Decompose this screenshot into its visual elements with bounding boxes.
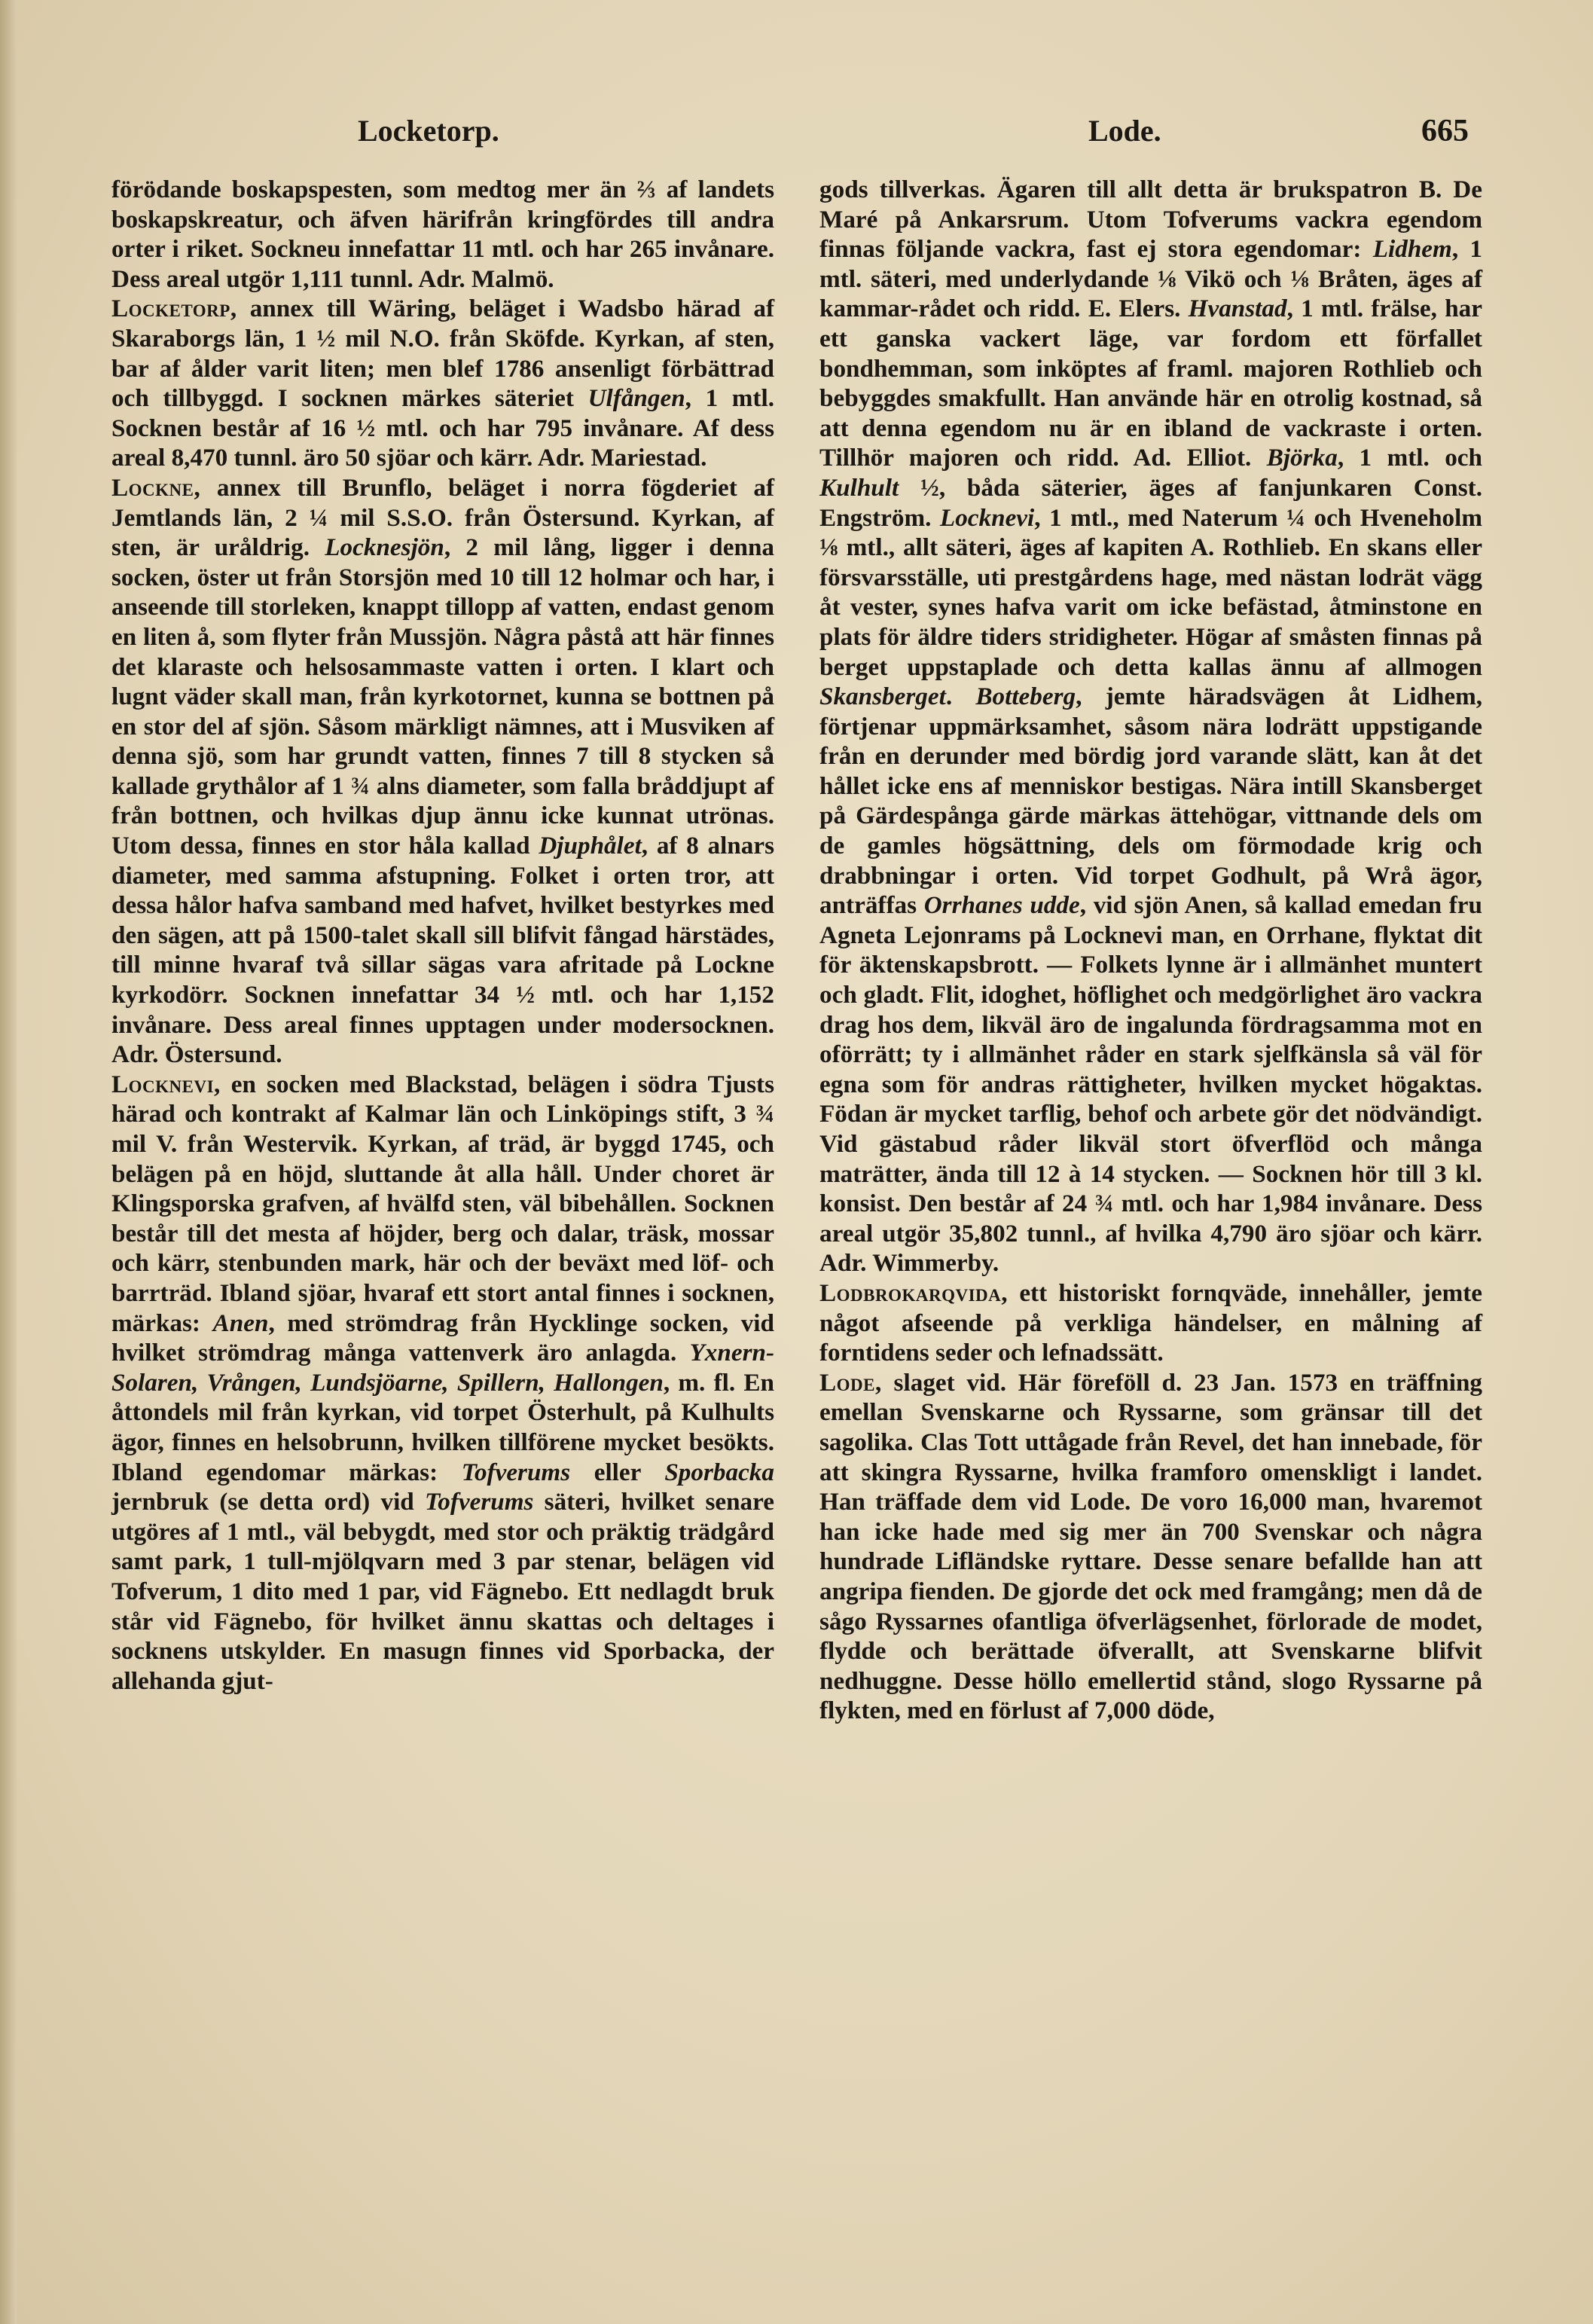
entry-text: , 1 mtl. frälse, har ett ganska vackert läge, var fordom ett förfallet bondhemman, som inköptes af framl. majoren Rothlieb och bebyggdes smakfullt. Han använde här en otrolig kostnad, så att denna egendom nu är en ibland de vackraste i orten. Tillhör majoren och ridd. Ad. Elliot. bbox=[819, 295, 1482, 472]
italic-name: Tofverums bbox=[425, 1488, 534, 1516]
entry-paragraph bbox=[819, 1278, 1482, 1368]
italic-name: Anen bbox=[212, 1309, 269, 1337]
italic-name: Tofverums bbox=[461, 1458, 571, 1486]
italic-name: Locknesjön bbox=[325, 533, 444, 562]
entry-text: förödande boskapspesten, som medtog mer än ⅔ af landets boskapskreatur, och äfven härifrån kringfördes till andra orter i riket. Sockneu innefattar 11 mtl. och har 265 invånare. Dess areal utgör 1,111 tunnl. Adr. Malmö. bbox=[111, 176, 774, 293]
italic-name: Botteberg bbox=[975, 683, 1076, 711]
entry-text: annex till Wäring, beläget i Wadsbo härad af Skaraborgs län, 1 ½ mil N.O. från Sköfde. Kyrkan, af sten, bar af ålder varit liten; men blef 1786 ansenligt förbättrad och tillbyggd. I socknen märkes säteriet bbox=[111, 295, 774, 413]
entry-text: ½, båda säterier, äges af fanjunkaren Const. Engström. bbox=[819, 473, 1482, 532]
entry-headword: Locknе, bbox=[111, 473, 201, 502]
entry-text: jernbruk (se detta ord) vid bbox=[111, 1488, 425, 1516]
right-text-column bbox=[819, 175, 1482, 2284]
entry-headword: Lode, bbox=[819, 1368, 882, 1397]
running-header-right: Lode. bbox=[1088, 114, 1161, 148]
entry-headword: Locketorp, bbox=[111, 295, 237, 323]
entry-text: säteri, hvilket senare utgöres af 1 mtl., väl bebygdt, med stor och präktig trädgård samt park, 1 tull-mjölqvarn med 3 par stenar, belägen vid Tofverum, 1 dito med 1 par, vid Fägnebo. Ett nedlagdt bruk står vid Fägnebo, för hvilket ännu skattas och deltages i socknens utskylder. En masugn finnes vid Sporbacka, der allehanda gjut- bbox=[111, 1488, 775, 1695]
italic-name: Lidhem bbox=[1372, 235, 1452, 264]
entry-text: , jemte häradsvägen åt Lidhem, förtjenar uppmärksamhet, såsom nära lodrätt uppstigande från en derunder med bördig jord varande slätt, kan åt det hållet icke ens af menniskor bestigas. Nära intill Skansberget på Gärdespånga gärde märkas ättehögar, vittnande dels om de gamles högsättning, dels om förmodade krig och drabbningar i orten. Vid torpet Godhult, på Wrå ägor, anträffas bbox=[819, 683, 1483, 920]
entry-text: . bbox=[945, 683, 976, 711]
entry-text: , 1 mtl. och bbox=[1337, 444, 1482, 472]
entry-text: , 1 mtl. Socknen består af 16 ½ mtl. och har 795 invånare. Af dess areal 8,470 tunnl. äro 50 sjöar och kärr. Adr. Mariestad. bbox=[111, 384, 775, 472]
italic-name: Sporbacka bbox=[664, 1458, 774, 1486]
italic-name: Kulhult bbox=[819, 473, 899, 502]
entry-text: en socken med Blackstad, belägen i södra Tjusts härad och kontrakt af Kalmar län och Linköpings stift, 3 ¾ mil V. från Westervik. Kyrkan, af träd, är byggd 1745, och belägen på en höjd, sluttande åt alla håll. Under choret är Klingsporska grafven, af hvälfd sten, väl bibehållen. Socknen består till det mesta af höjder, berg och dalar, träsk, mossar och kärr, stenbunden mark, här och der beväxt med löf- och barrträd. Ibland sjöar, hvaraf ett stort antal finnes i socknen, märkas: bbox=[111, 1070, 774, 1337]
italic-name: Skansberget bbox=[819, 683, 946, 711]
page-spine-edge bbox=[0, 0, 17, 2324]
entry-text: , 1 mtl. säteri, med underlydande ⅛ Vikö och ⅛ Bråten, äges af kammar-rådet och ridd. E. Elers. bbox=[819, 235, 1483, 323]
entry-paragraph bbox=[819, 1368, 1482, 1726]
page-number: 665 bbox=[1421, 114, 1469, 148]
entry-text: , 2 mil lång, ligger i denna socken, öster ut från Storsjön med 10 till 12 holmar och har, i anseende till storleken, knappt tillopp af vatten, endast genom en liten å, som flyter från Mussjön. Några påstå att här finnes det klaraste och helsosammaste vatten i orten. I klart och lugnt väder skall man, från kyrkotornet, kunna se bottnen på en stor del af sjön. Såsom märkligt nämnes, att i Musviken af denna sjö, som har grundt vatten, finnes 7 till 8 stycken så kallade grythålor af 1 ¾ alns diameter, som falla bråddjupt af från bottnen, och hvilkas djup ännu icke kunnat utrönas. Utom dessa, finnes en stor håla kallad bbox=[111, 533, 774, 860]
entry-text: gods tillverkas. Ägaren till allt detta är brukspatron B. De Maré på Ankarsrum. Utom Tofverums vackra egendom finnas följande vackra, fast ej stora egendomar: bbox=[819, 176, 1482, 264]
entry-paragraph bbox=[111, 175, 774, 294]
entry-paragraph bbox=[111, 1070, 774, 1696]
entry-text: , m. fl. En åttondels mil från kyrkan, vid torpet Österhult, på Kulhults ägor, finnes en helsobrunn, hvilken tillförene mycket besökts. Ibland egendomar märkas: bbox=[111, 1368, 774, 1486]
entry-text: eller bbox=[570, 1458, 665, 1486]
italic-name: Djuphålet bbox=[539, 832, 642, 860]
entry-text: , 1 mtl., med Naterum ¼ och Hveneholm ⅛ mtl., allt säteri, äges af kapiten A. Rothlieb. En skans eller försvarsställe, uti prestgårdens hage, med nästan lodrät vägg åt vester, synes hafva varit om icke befästad, åtminstone en plats för äldre tiders stridigheter. Högar af småsten finnas på berget uppstaplade och detta kallas ännu af allmogen bbox=[819, 503, 1483, 681]
italic-name: Orrhanes udde bbox=[923, 891, 1080, 920]
entry-paragraph bbox=[111, 294, 774, 473]
entry-text: , med strömdrag från Hycklinge socken, vid hvilket strömdrag många vattenverk äro anlagda. bbox=[111, 1309, 774, 1367]
entry-text: slaget vid. Här föreföll d. 23 Jan. 1573 en träffning emellan Svenskarne och Ryssarne, som gränsar till det sagolika. Clas Tott uttågade från Revel, det han innebade, för att skingra Ryssarne, hvilka framforo omenskligt i landet. Han träffade dem vid Lode. De voro 16,000 man, hvaremot han icke hade med sig mer än 700 Svenskar och några hundrade Lifländske ryttare. Desse senare befallde han att angripa fienden. De gjorde det ock med framgång; men då de sågo Ryssarnes ofantliga öfverlägsenhet, förlorade de modet, flydde och berättade öfverallt, att Svenskarne blifvit nedhuggne. Desse höllo emellertid stånd, slogo Ryssarne på flykten, med en förlust af 7,000 döde, bbox=[819, 1368, 1482, 1725]
running-header-left: Locketorp. bbox=[358, 114, 499, 148]
italic-name: Locknevi bbox=[939, 503, 1035, 532]
entry-headword: Locknevi, bbox=[111, 1070, 221, 1098]
entry-text: , af 8 alnars diameter, med samma afstupning. Folket i orten tror, att dessa hålor hafva samband med hafvet, hvilket bestyrkes med den sägen, att på 1500-talet skall sill blifvit fångad härstädes, till minne hvaraf två sillar sägas vara afritade på Lockne kyrkodörr. Socknen innefattar 34 ½ mtl. och har 1,152 invånare. Dess areal finnes upptagen under modersocknen. Adr. Östersund. bbox=[111, 832, 774, 1069]
entry-paragraph bbox=[819, 175, 1482, 1278]
entry-text: , vid sjön Anen, så kallad emedan fru Agneta Lejonrams på Locknevi man, en Orrhane, flyktat dit för äktenskapsbrott. — Folkets lynne är i allmänhet muntert och gladt. Flit, idoghet, höflighet och medgörlighet äro vackra drag hos dem, likväl äro de ingalunda fördragsamma mot en oförrätt; ty i allmänhet råder en stark sjelfkänsla så väl för egna som för andras rättigheter, hvilken mycket högaktas. Födan är mycket tarflig, behof och arbete gör det nödvändigt. Vid gästabud råder likväl stort öfverflöd och många maträtter, ända till 12 à 14 stycken. — Socknen hör till 3 kl. konsist. Den består af 24 ¾ mtl. och har 1,984 invånare. Dess areal utgör 35,802 tunnl., af hvilka 4,790 äro sjöar och kärr. Adr. Wimmerby. bbox=[819, 891, 1482, 1278]
entry-headword: Lodbrokarqvida, bbox=[819, 1278, 1009, 1307]
entry-text: annex till Brunflo, beläget i norra fögderiet af Jemtlands län, 2 ¼ mil S.S.O. från Östersund. Kyrkan, af sten, är uråldrig. bbox=[111, 473, 774, 562]
italic-name: Hvanstad bbox=[1188, 295, 1287, 323]
italic-name: Yxnern-Solaren, Vrången, Lundsjöarne, Spillern, Hallongen bbox=[111, 1339, 774, 1397]
entry-paragraph bbox=[111, 473, 774, 1070]
italic-name: Björka bbox=[1266, 444, 1338, 472]
entry-text: ett historiskt fornqväde, innehåller, jemte något afseende på verkliga händelser, en målning af forntidens seder och lefnadssätt. bbox=[819, 1278, 1482, 1367]
italic-name: Ulfången bbox=[587, 384, 685, 413]
left-text-column bbox=[111, 175, 774, 2284]
